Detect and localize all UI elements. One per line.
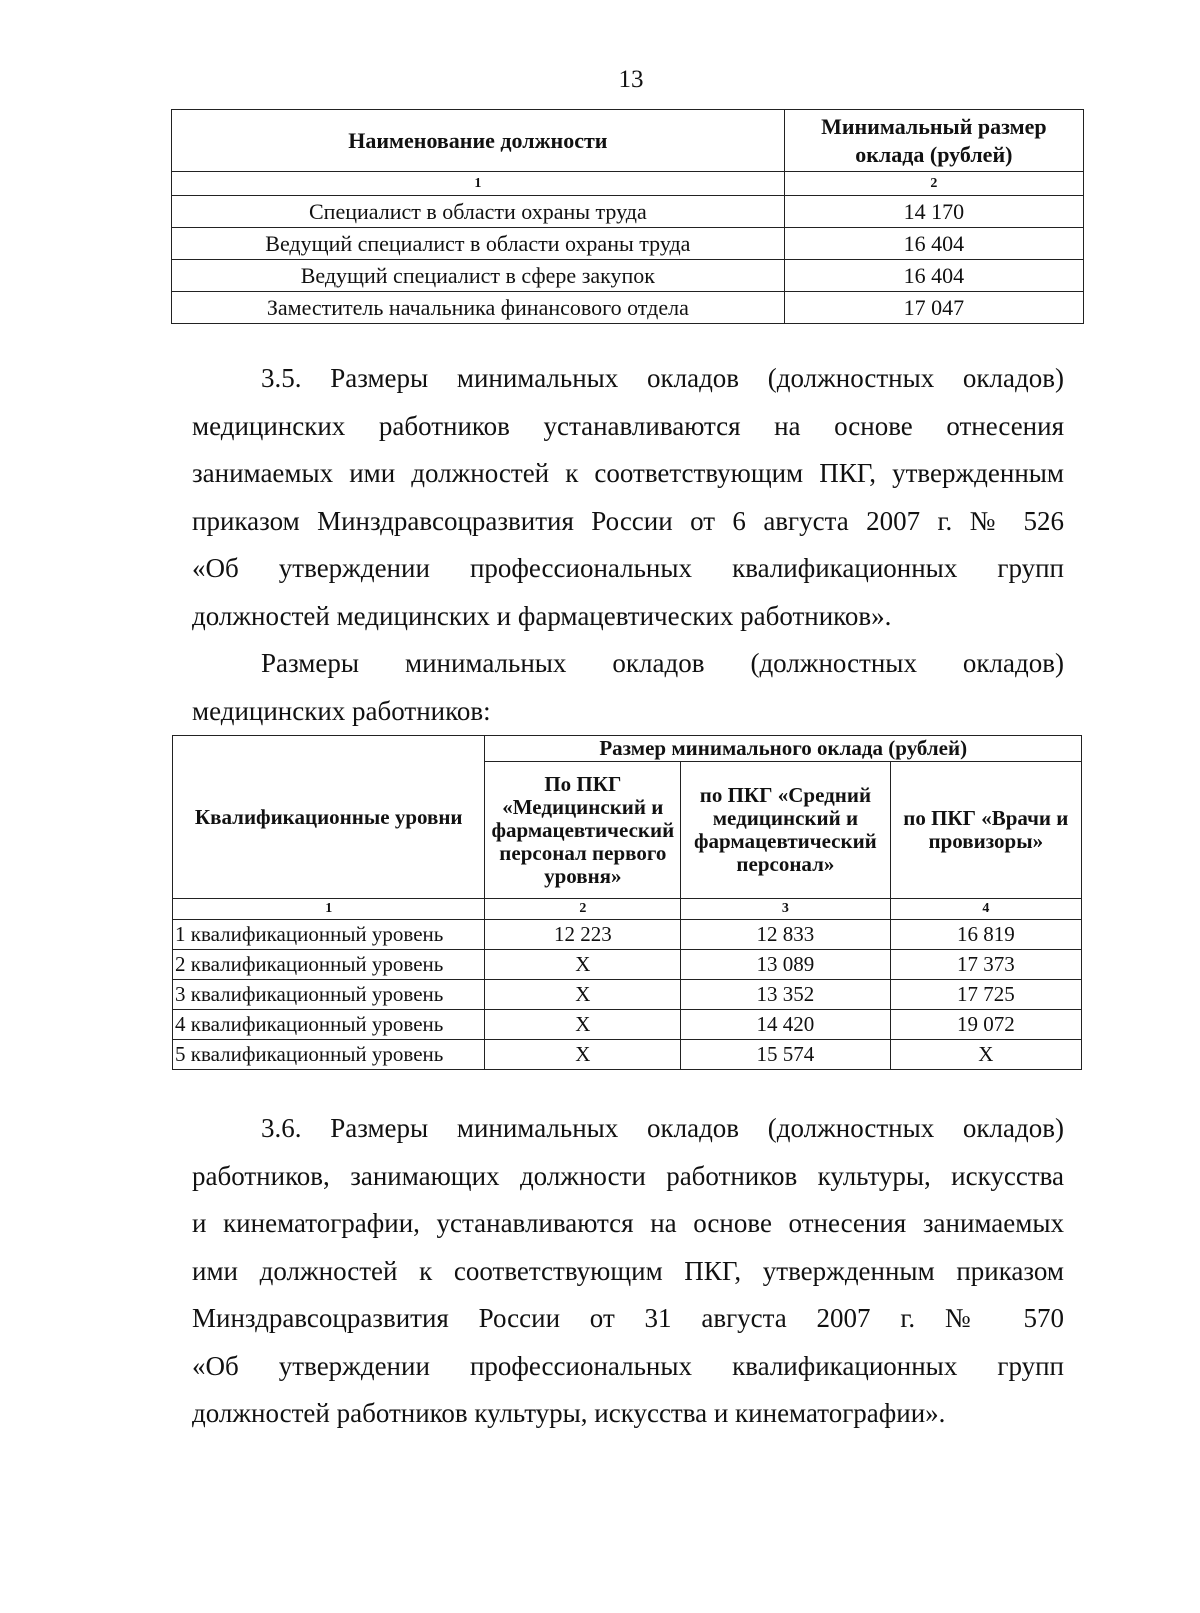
paragraph-line: должностей медицинских и фармацевтических работников». <box>192 600 892 631</box>
salary-value: X <box>485 980 681 1010</box>
paragraph-line: медицинских работников: <box>192 695 491 726</box>
salary-value: 13 089 <box>681 950 890 980</box>
section-3-6-paragraph <box>192 1105 1064 1438</box>
paragraph-line: 3.6. Размеры минимальных окладов (должностных окладов) <box>261 1113 1064 1143</box>
paragraph-line: медицинских работников устанавливаются на основе отнесения <box>192 410 1064 441</box>
table-row <box>173 1040 1082 1070</box>
paragraph-line: и кинематографии, устанавливаются на основе отнесения занимаемых <box>192 1208 1064 1238</box>
salary-value: 16 404 <box>784 260 1083 292</box>
column-number: 4 <box>890 899 1081 920</box>
table-row <box>172 292 1084 324</box>
paragraph-line: работников, занимающих должности работников культуры, искусства <box>192 1160 1064 1191</box>
salary-value: 19 072 <box>890 1010 1081 1040</box>
column-number: 2 <box>784 172 1083 196</box>
salary-value: 17 373 <box>890 950 1081 980</box>
paragraph-line: занимаемых ими должностей к соответствующим ПКГ, утвержденным <box>192 458 1064 488</box>
qualification-level: 5 квалификационный уровень <box>173 1040 485 1070</box>
paragraph-line: «Об утверждении профессиональных квалификационных групп <box>192 1350 1064 1381</box>
position-name: Заместитель начальника финансового отдела <box>172 292 785 324</box>
position-name: Ведущий специалист в сфере закупок <box>172 260 785 292</box>
salary-value: 16 819 <box>890 920 1081 950</box>
position-name: Специалист в области охраны труда <box>172 196 785 228</box>
column-number: 1 <box>173 899 485 920</box>
header-min-salary: Минимальный размер оклада (рублей) <box>784 110 1083 172</box>
header-pkg-doctors: по ПКГ «Врачи и провизоры» <box>890 762 1081 899</box>
salary-value: 13 352 <box>681 980 890 1010</box>
header-position-name: Наименование должности <box>172 110 785 172</box>
table-row <box>173 950 1082 980</box>
column-number: 2 <box>485 899 681 920</box>
section-3-5-paragraph <box>192 355 1064 640</box>
paragraph-line: Размеры минимальных окладов (должностных окладов) <box>261 648 1064 678</box>
header-pkg-middle: по ПКГ «Средний медицинский и фармацевтический персонал» <box>681 762 890 899</box>
table-row <box>172 196 1084 228</box>
table-row <box>172 228 1084 260</box>
position-name: Ведущий специалист в области охраны труда <box>172 228 785 260</box>
qualification-level: 1 квалификационный уровень <box>173 920 485 950</box>
salary-value: X <box>485 950 681 980</box>
salary-value: X <box>485 1010 681 1040</box>
salary-value: 17 725 <box>890 980 1081 1010</box>
qualification-level: 2 квалификационный уровень <box>173 950 485 980</box>
table-row <box>173 920 1082 950</box>
page-number: 13 <box>618 66 644 93</box>
salary-value: X <box>890 1040 1081 1070</box>
positions-salary-table <box>171 109 1084 324</box>
paragraph-line: Минздравсоцразвития России от 31 августа 2007 г. № 570 <box>192 1303 1064 1333</box>
table2-intro-paragraph <box>192 640 1064 735</box>
column-number: 3 <box>681 899 890 920</box>
header-pkg-first-level: По ПКГ «Медицинский и фармацевтический персонал первого уровня» <box>485 762 681 899</box>
header-salary-group: Размер минимального оклада (рублей) <box>485 736 1082 762</box>
table-row <box>173 1010 1082 1040</box>
header-qualification-levels: Квалификационные уровни <box>173 736 485 899</box>
salary-value: 12 223 <box>485 920 681 950</box>
medical-salary-table <box>172 735 1082 1070</box>
salary-value: 12 833 <box>681 920 890 950</box>
salary-value: 14 420 <box>681 1010 890 1040</box>
salary-value: 14 170 <box>784 196 1083 228</box>
paragraph-line: должностей работников культуры, искусства и кинематографии». <box>192 1398 946 1428</box>
salary-value: 15 574 <box>681 1040 890 1070</box>
qualification-level: 3 квалификационный уровень <box>173 980 485 1010</box>
table-row <box>172 260 1084 292</box>
salary-value: 16 404 <box>784 228 1083 260</box>
qualification-level: 4 квалификационный уровень <box>173 1010 485 1040</box>
salary-value: 17 047 <box>784 292 1083 324</box>
paragraph-line: приказом Минздравсоцразвития России от 6 августа 2007 г. № 526 <box>192 505 1064 536</box>
salary-value: X <box>485 1040 681 1070</box>
table-row <box>173 980 1082 1010</box>
paragraph-line: ими должностей к соответствующим ПКГ, утвержденным приказом <box>192 1255 1064 1286</box>
paragraph-line: «Об утверждении профессиональных квалификационных групп <box>192 553 1064 583</box>
column-number: 1 <box>172 172 785 196</box>
paragraph-line: 3.5. Размеры минимальных окладов (должностных окладов) <box>261 363 1064 393</box>
